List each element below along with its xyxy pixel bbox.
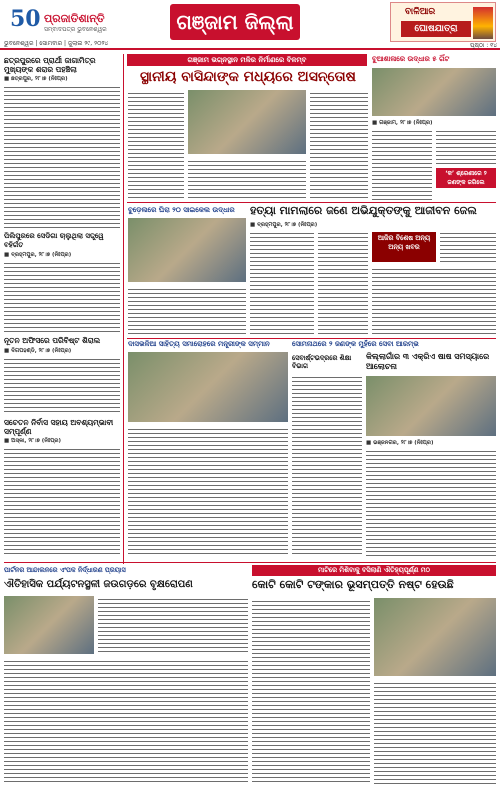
main-story-body-1 (128, 90, 184, 200)
right-brief-photo (372, 68, 496, 116)
main-story-body-3 (310, 90, 368, 200)
chariot-icon (473, 7, 493, 39)
logo-anniversary-number: 50 (10, 6, 41, 32)
logo-subtitle: ସମ୍ବାଦପତ୍ର ଭୁବନେଶ୍ୱର (44, 26, 107, 33)
band-divider-1 (127, 202, 496, 203)
mid-small-headline: ବୁଡ଼େଲରେ ଘିରା ୨୦ ସାଇକେଲ ଉଦ୍ଧାର (128, 206, 235, 214)
sec2-right-body (366, 448, 496, 556)
sec2-small-headline: ସେବାର୍ଷ୍ଟଭଦ୍ରରେ ଶିକ୍ଷା ବିଭାଗ (292, 354, 352, 370)
mid-big-byline: ■ ବ୍ରହ୍ମପୁର, ୨୮।୭ (ନିଃପ୍ର) (250, 222, 318, 228)
top-story-kicker: ଗଞ୍ଜାମ ଭଗ୍ନସ୍ଥାନ ମଳିର ନିର୍ମାଣରେ ବିଳମ୍ବ (127, 54, 367, 66)
mid-big-headline: ହତ୍ୟା ମାମଲାରେ ଜଣେ ଅଭିଯୁକ୍ତଙ୍କୁ ଆଜୀବନ ଜେଲ (250, 204, 477, 217)
mid-big-body-2 (318, 230, 368, 334)
bottom-right-body-2 (374, 680, 496, 784)
left-story-1-body (4, 84, 120, 228)
sec2-mid-body (292, 374, 362, 556)
main-story-body-2 (188, 158, 306, 200)
plantation-photo (4, 596, 94, 654)
mid-big-body-3 (372, 266, 496, 334)
right-brief-headline: ବୁଆଶାଳାରେ ଉଦ୍ଧାର ୫ ଗିଁଟ (372, 55, 450, 63)
left-story-3-byline: ■ ଦିଗପହଣ୍ଡି, ୨୮।୭ (ନିଃପ୍ର) (4, 348, 72, 354)
bottom-right-headline: କୋଟି କୋଟି ଟଙ୍କାର ଭୂସମ୍ପତ୍ତି ନଷ୍ଟ ହେଉଛି (252, 578, 454, 591)
band-divider-2 (127, 338, 496, 339)
bottom-left-body-2 (4, 658, 248, 784)
bottom-left-kicker: ପାର୍ଟନର ଆନ୍ଦାଲନରେ ଏଂପକ ନିର୍ଦ୍ଧାରଣ ପ୍ରୟାସ (4, 566, 126, 574)
sec2-left-body (128, 426, 288, 556)
main-headline: ସ୍ଥାନୀୟ ବାସିନ୍ଦାଙ୍କ ମଧ୍ୟରେ ଅସନ୍ତୋଷ (140, 69, 356, 85)
bottom-right-body-1 (252, 598, 370, 784)
sec2-right-byline: ■ ଭଞ୍ଜନଗର, ୨୮।୭ (ନିଃପ୍ର) (366, 440, 434, 446)
bottom-left-headline: ଐତିହାସିକ ପର୍ଯ୍ୟଟନସ୍ଥଳୀ ଜଉଗଡ଼ରେ ବୃକ୍ଷରୋପଣ (4, 579, 193, 590)
left-story-3-headline: ନୂତନ ଅଫିସରେ ପରିବିଷ୍ଟ ଶିରାଲ (4, 336, 101, 345)
column-divider (123, 54, 124, 564)
sec2-left-headline: ଦାସଭଳିଆ ସାହିତ୍ୟ ସମାରୋହରେ ମନ୍ତ୍ରୀଙ୍କ ସମ୍ମାନ (128, 340, 270, 348)
bicycles-photo (128, 218, 246, 282)
left-story-4-byline: ■ ଅସ୍କା, ୨୮।୭ (ନିଃପ୍ର) (4, 438, 61, 444)
ad-line-1: ବାଳିଆର (405, 7, 436, 17)
newspaper-logo (4, 4, 116, 38)
right-brief-body (372, 128, 432, 200)
right-brief-body-2 (436, 128, 496, 164)
logo-name: ପ୍ରଜାତିଶାନ୍ତି (44, 12, 105, 25)
left-story-4-body (4, 446, 120, 556)
mid-big-body-1 (250, 230, 314, 334)
band-divider-3 (4, 562, 496, 563)
festival-ad (390, 2, 496, 42)
meeting-photo (366, 376, 496, 436)
ad-line-2: ଘୋଷଯାତ୍ରା (401, 21, 471, 37)
bottom-right-kicker: ମାଟିରେ ମିଶିବାକୁ ବସିଲାଣି ଐତିହ୍ୟପୂର୍ଣ୍ଣ ମଠ (252, 565, 496, 576)
left-story-1-headline: ଛତ୍ରପୁରରେ ପ୍ରାର୍ଥୀ ଜାଗାମିତ୍ର ମୁଖ୍ୟଙ୍କ ଶରାର ପହଞ୍ଚିଲା (4, 56, 96, 74)
left-story-2-headline: ପିଲିପୁରରେ ସେଡିଗା ଚାଲୁଥିଲା ସତ୍ତ୍ୱେ ବହିର୍ଗତ (4, 232, 104, 249)
left-story-4-headline: ସଚେତନ ନିର୍ବାସ ସହାୟ ଅବଶ୍ୟମ୍ଭାବୀ ସମ୍ପୂର୍ଣ୍ଣ (4, 418, 114, 436)
masthead (0, 0, 500, 50)
left-story-2-body (4, 260, 120, 332)
ceremony-photo (128, 352, 288, 422)
left-story-3-body (4, 356, 120, 414)
left-story-1-byline: ■ ଛତ୍ରପୁର, ୨୮।୭ (ନିଃପ୍ର) (4, 76, 68, 82)
left-story-2-byline: ■ ବ୍ରହ୍ମପୁର, ୨୮।୭ (ନିଃପ୍ର) (4, 252, 72, 258)
red-note-box: ‘କ’ ଶ୍ରେଣୀରେ ୨ ଜଣଙ୍କ ଜଗିଲେ (436, 168, 496, 188)
sec2-right-headline: କିଲ୍ଲାଗାଁର ୩ ଏକ୍ରିଏ ଷାଷ ସମସ୍ୟାରେ ଆଲୋଚନା (366, 352, 490, 371)
special-callout: ଆଜିର ବିଶେଷ ଅନ୍ୟ ଅନ୍ୟ ଖବର (372, 232, 436, 262)
right-brief-byline: ■ ଗଞ୍ଜାମ, ୨୮।୭ (ନିଃପ୍ର) (372, 120, 433, 126)
mid-big-body-4 (440, 230, 496, 262)
dateline: ଭୁବନେଶ୍ୱର | ସୋମବାର | ଜୁଲାଇ ୨୯, ୨୦୨୪ (4, 40, 109, 47)
main-story-photo (188, 90, 306, 154)
mid-small-body (128, 286, 246, 334)
bottom-left-body-1 (98, 596, 248, 654)
temple-ruins-photo (374, 598, 496, 676)
page-number: ପୃଷ୍ଠା : ୧୪ (470, 42, 498, 49)
sec2-mid-headline: ସୋମନାଥରେ ୨ ଜଣଙ୍କ ମୁହଁରେ ସେବା ଆରମ୍ଭ (292, 340, 419, 348)
section-title: ଗଞ୍ଜାମ ଜିଲ୍ଲା (170, 4, 300, 40)
